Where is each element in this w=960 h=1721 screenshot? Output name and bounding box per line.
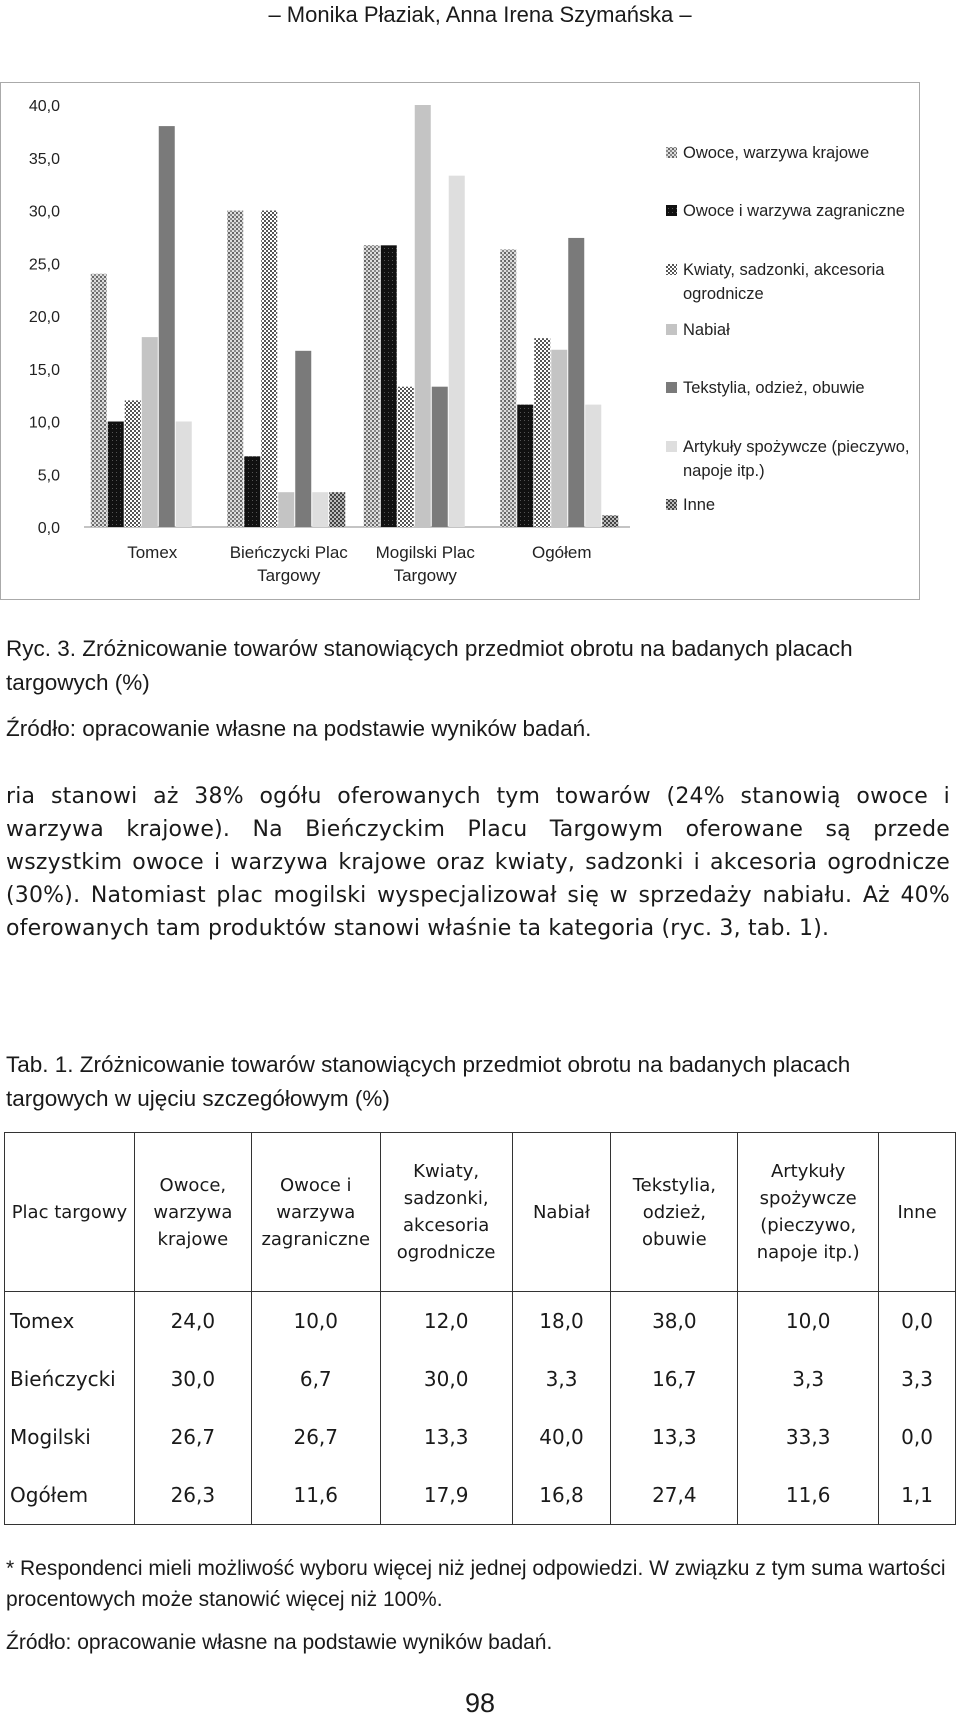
bar bbox=[381, 245, 397, 527]
body-paragraph: ria stanowi aż 38% ogółu oferowanych tym towarów (24% stanowią owoce i warzywa krajowe). Na Bieńczyckim Placu Targowym oferowane są przede wszystkim owoce i warzywa krajowe oraz kwiaty, sadzonki i akcesoria ogrodnicze (30%). Natomiast plac mogilski wyspecjalizował się w sprzedaży nabiału. Aż 40% oferowanych tam produktów stanowi właśnie ta kategoria (ryc. 3, tab. 1). bbox=[6, 784, 950, 941]
bar bbox=[329, 492, 345, 527]
bar bbox=[432, 387, 448, 527]
bar bbox=[534, 338, 550, 527]
table-header-cell: Inne bbox=[879, 1133, 956, 1292]
legend-label: Inne bbox=[683, 496, 716, 514]
legend-swatch bbox=[666, 324, 677, 335]
bar-chart bbox=[0, 0, 960, 600]
value-cell: 13,3 bbox=[611, 1408, 738, 1466]
y-tick-label: 35,0 bbox=[28, 150, 60, 168]
value-cell: 24,0 bbox=[134, 1292, 251, 1351]
table-footnote: * Respondenci mieli możliwość wyboru więcej niż jednej odpowiedzi. W związku z tym suma wartości procentowych może stanowić więcej niż 100%. bbox=[6, 1557, 946, 1611]
table-header-cell: Tekstylia, odzież, obuwie bbox=[611, 1133, 738, 1292]
value-cell: 30,0 bbox=[134, 1350, 251, 1408]
legend-label: Kwiaty, sadzonki, akcesoria ogrodnicze bbox=[683, 261, 885, 303]
value-cell: 18,0 bbox=[512, 1292, 611, 1351]
table-row bbox=[5, 1466, 956, 1525]
value-cell: 26,7 bbox=[251, 1408, 380, 1466]
legend-swatch bbox=[666, 441, 677, 452]
value-cell: 11,6 bbox=[738, 1466, 879, 1525]
bar bbox=[364, 245, 380, 527]
legend-swatch bbox=[666, 147, 677, 158]
x-tick-label: Mogilski Plac Targowy bbox=[375, 543, 475, 585]
row-label-cell: Mogilski bbox=[5, 1408, 135, 1466]
table-header-cell: Owoce, warzywa krajowe bbox=[134, 1133, 251, 1292]
y-tick-label: 40,0 bbox=[28, 98, 60, 115]
bar bbox=[500, 250, 516, 527]
table-row bbox=[5, 1408, 956, 1466]
table-row bbox=[5, 1350, 956, 1408]
value-cell: 11,6 bbox=[251, 1466, 380, 1525]
y-tick-label: 20,0 bbox=[28, 309, 60, 326]
value-cell: 3,3 bbox=[738, 1350, 879, 1408]
table-header-cell: Artykuły spożywcze (pieczywo, napoje itp.) bbox=[738, 1133, 879, 1292]
bar bbox=[91, 274, 107, 527]
value-cell: 13,3 bbox=[380, 1408, 512, 1466]
value-cell: 26,3 bbox=[134, 1466, 251, 1525]
bar bbox=[415, 105, 431, 527]
data-table bbox=[4, 1132, 956, 1525]
value-cell: 33,3 bbox=[738, 1408, 879, 1466]
bar bbox=[602, 515, 618, 527]
legend-swatch bbox=[666, 382, 677, 393]
bar bbox=[398, 387, 414, 527]
page-number: 98 bbox=[464, 1688, 496, 1718]
value-cell: 3,3 bbox=[512, 1350, 611, 1408]
bar bbox=[449, 176, 465, 527]
table-header-cell: Kwiaty, sadzonki, akcesoria ogrodnicze bbox=[380, 1133, 512, 1292]
figure-caption: Ryc. 3. Zróżnicowanie towarów stanowiących przedmiot obrotu na badanych placach targowych (%) bbox=[6, 636, 853, 695]
value-cell: 0,0 bbox=[879, 1292, 956, 1351]
legend-swatch bbox=[666, 264, 677, 275]
running-header: – Monika Płaziak, Anna Irena Szymańska – bbox=[268, 2, 692, 27]
bar bbox=[108, 422, 124, 528]
value-cell: 6,7 bbox=[251, 1350, 380, 1408]
y-tick-label: 25,0 bbox=[28, 256, 60, 274]
bar bbox=[261, 211, 277, 528]
table-header-cell: Nabiał bbox=[512, 1133, 611, 1292]
y-tick-label: 0,0 bbox=[37, 520, 60, 537]
value-cell: 30,0 bbox=[380, 1350, 512, 1408]
value-cell: 17,9 bbox=[380, 1466, 512, 1525]
bar bbox=[585, 405, 601, 527]
value-cell: 16,8 bbox=[512, 1466, 611, 1525]
value-cell: 26,7 bbox=[134, 1408, 251, 1466]
table-row bbox=[5, 1292, 956, 1351]
bar bbox=[517, 405, 533, 527]
value-cell: 12,0 bbox=[380, 1292, 512, 1351]
value-cell: 16,7 bbox=[611, 1350, 738, 1408]
value-cell: 0,0 bbox=[879, 1408, 956, 1466]
x-tick-label: Bieńczycki Plac Targowy bbox=[229, 543, 348, 585]
bar bbox=[159, 126, 175, 527]
row-label-cell: Tomex bbox=[5, 1292, 135, 1351]
y-tick-label: 10,0 bbox=[28, 414, 60, 432]
legend-label: Artykuły spożywcze (pieczywo, napoje itp.) bbox=[683, 438, 910, 480]
value-cell: 40,0 bbox=[512, 1408, 611, 1466]
bar bbox=[551, 350, 567, 527]
value-cell: 10,0 bbox=[251, 1292, 380, 1351]
bar bbox=[278, 492, 294, 527]
bar bbox=[142, 337, 158, 527]
value-cell: 38,0 bbox=[611, 1292, 738, 1351]
figure-source: Źródło: opracowanie własne na podstawie wyników badań. bbox=[6, 716, 592, 741]
value-cell: 27,4 bbox=[611, 1466, 738, 1525]
legend-swatch bbox=[666, 499, 677, 510]
value-cell: 10,0 bbox=[738, 1292, 879, 1351]
y-tick-label: 15,0 bbox=[28, 361, 60, 379]
legend-swatch bbox=[666, 205, 677, 216]
table-header-cell: Plac targowy bbox=[5, 1133, 135, 1292]
bar bbox=[227, 211, 243, 528]
legend-label: Owoce, warzywa krajowe bbox=[683, 144, 870, 162]
bar bbox=[568, 238, 584, 527]
legend-label: Nabiał bbox=[683, 321, 730, 339]
x-tick-label: Tomex bbox=[127, 543, 178, 562]
bar bbox=[312, 492, 328, 527]
table-source: Źródło: opracowanie własne na podstawie wyników badań. bbox=[6, 1631, 553, 1654]
x-tick-label: Ogółem bbox=[531, 543, 592, 562]
table-header-cell: Owoce i warzywa zagraniczne bbox=[251, 1133, 380, 1292]
value-cell: 1,1 bbox=[879, 1466, 956, 1525]
bar bbox=[125, 400, 141, 527]
row-label-cell: Bieńczycki bbox=[5, 1350, 135, 1408]
y-tick-label: 30,0 bbox=[28, 203, 60, 221]
bar bbox=[176, 422, 192, 528]
legend-label: Owoce i warzywa zagraniczne bbox=[683, 202, 905, 220]
legend-label: Tekstylia, odzież, obuwie bbox=[683, 379, 865, 397]
bar bbox=[244, 456, 260, 527]
row-label-cell: Ogółem bbox=[5, 1466, 135, 1525]
y-tick-label: 5,0 bbox=[37, 467, 60, 485]
bar bbox=[295, 351, 311, 527]
value-cell: 3,3 bbox=[879, 1350, 956, 1408]
table-caption: Tab. 1. Zróżnicowanie towarów stanowiących przedmiot obrotu na badanych placach targowych w ujęciu szczegółowym (%) bbox=[6, 1052, 851, 1111]
